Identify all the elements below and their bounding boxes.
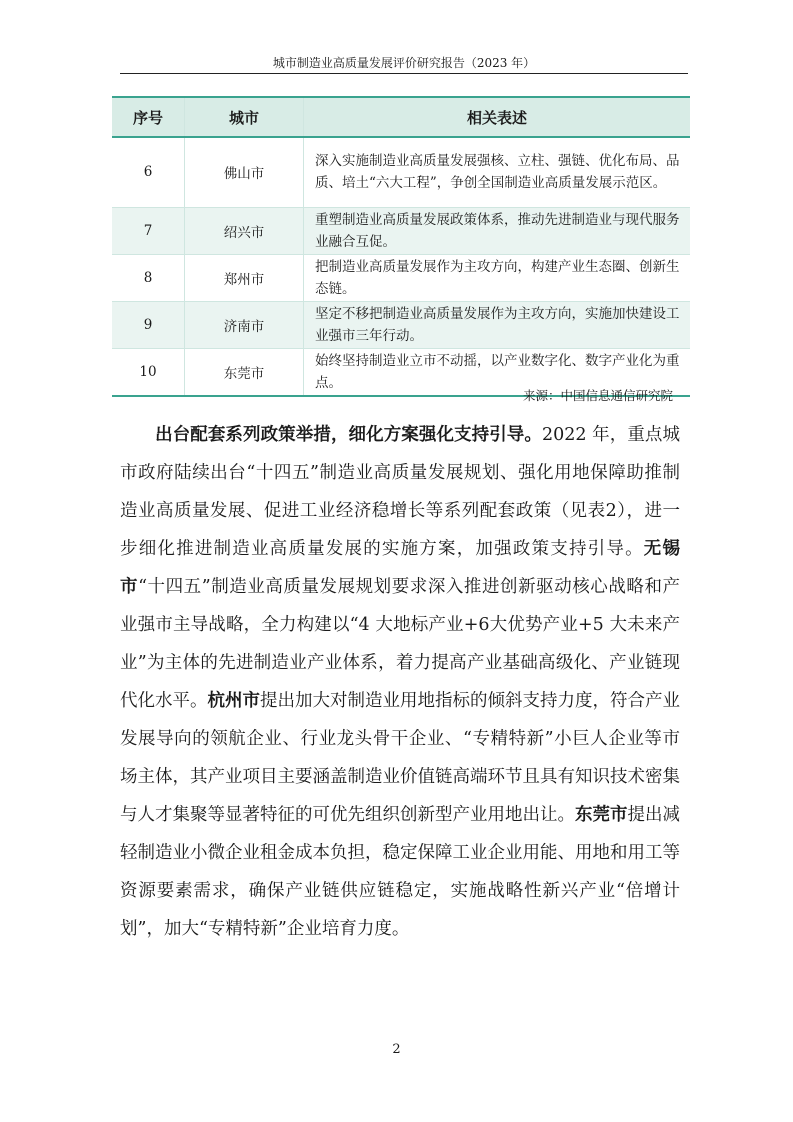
table-source-note: 来源：中国信息通信研究院: [522, 388, 673, 403]
table-row: [112, 207, 690, 254]
row-number: 7: [143, 222, 153, 239]
row-statement: 重塑制造业高质量发展政策体系，推动先进制造业与现代服务业融合互促。: [304, 207, 691, 254]
row-statement: 坚定不移把制造业高质量发展作为主攻方向，实施加快建设工业强市三年行动。: [304, 301, 691, 348]
table-row: [112, 301, 690, 348]
city-name-wuxi: 无锡市: [120, 539, 681, 597]
row-number: 10: [139, 363, 157, 380]
policy-table: [112, 96, 690, 397]
running-header: 城市制造业高质量发展评价研究报告（2023 年）: [272, 56, 536, 70]
header-rule: [120, 73, 688, 74]
row-city: 佛山市: [185, 137, 304, 207]
row-statement: 把制造业高质量发展作为主攻方向，构建产业生态圈、创新生态链。: [304, 254, 691, 301]
column-header-statement: 相关表述: [304, 97, 691, 137]
row-city: 郑州市: [185, 254, 304, 301]
table-header-row: [112, 97, 690, 137]
column-header-city: 城市: [185, 97, 304, 137]
row-number: 6: [143, 164, 153, 181]
row-city: 绍兴市: [185, 207, 304, 254]
paragraph-text: 2022 年，重点城市政府陆续出台“十四五”制造业高质量发展规划、强化用地保障助推制造业高质量发展、促进工业经济稳增长等系列配套政策（见表2），进一步细化推进制造业高质量发展的实施方案，加强政策支持引导。: [120, 425, 680, 559]
paragraph-text: 提出减轻制造业小微企业租金成本负担，稳定保障工业企业用能、用地和用工等资源要素需求，确保产业链供应链稳定，实施战略性新兴产业“倍增计划”，加大“专精特新”企业培育力度。: [120, 805, 680, 939]
paragraph-text: “十四五”制造业高质量发展规划要求深入推进创新驱动核心战略和产业强市主导战略，全力构建以“4 大地标产业+6大优势产业+5 大未来产业”为主体的先进制造业产业体系，着力提高产业基础高级化、产业链现代化水平。: [120, 577, 680, 711]
row-city: 东莞市: [185, 348, 304, 396]
row-statement: 始终坚持制造业立市不动摇，以产业数字化、数字产业化为重点。: [304, 348, 691, 396]
paragraph-text: 提出加大对制造业用地指标的倾斜支持力度，符合产业发展导向的领航企业、行业龙头骨干企业、“专精特新”小巨人企业等市场主体，其产业项目主要涵盖制造业价值链高端环节且具有知识技术密集与人才集聚等显著特征的可优先组织创新型产业用地出让。: [120, 691, 680, 825]
paragraph-lead-heading: 出台配套系列政策举措，细化方案强化支持引导。: [155, 425, 542, 445]
page-number: 2: [392, 1042, 401, 1057]
table-row: [112, 254, 690, 301]
column-header-number: 序号: [112, 97, 185, 137]
row-number: 8: [143, 269, 153, 286]
row-number: 9: [143, 316, 153, 333]
city-name-hangzhou: 杭州市: [207, 691, 260, 711]
row-city: 济南市: [185, 301, 304, 348]
row-statement: 深入实施制造业高质量发展强核、立柱、强链、优化布局、品质、培土“六大工程”，争创全国制造业高质量发展示范区。: [304, 137, 691, 207]
body-paragraph: [120, 416, 680, 948]
table-row: [112, 137, 690, 207]
city-name-dongguan: 东莞市: [575, 805, 628, 825]
